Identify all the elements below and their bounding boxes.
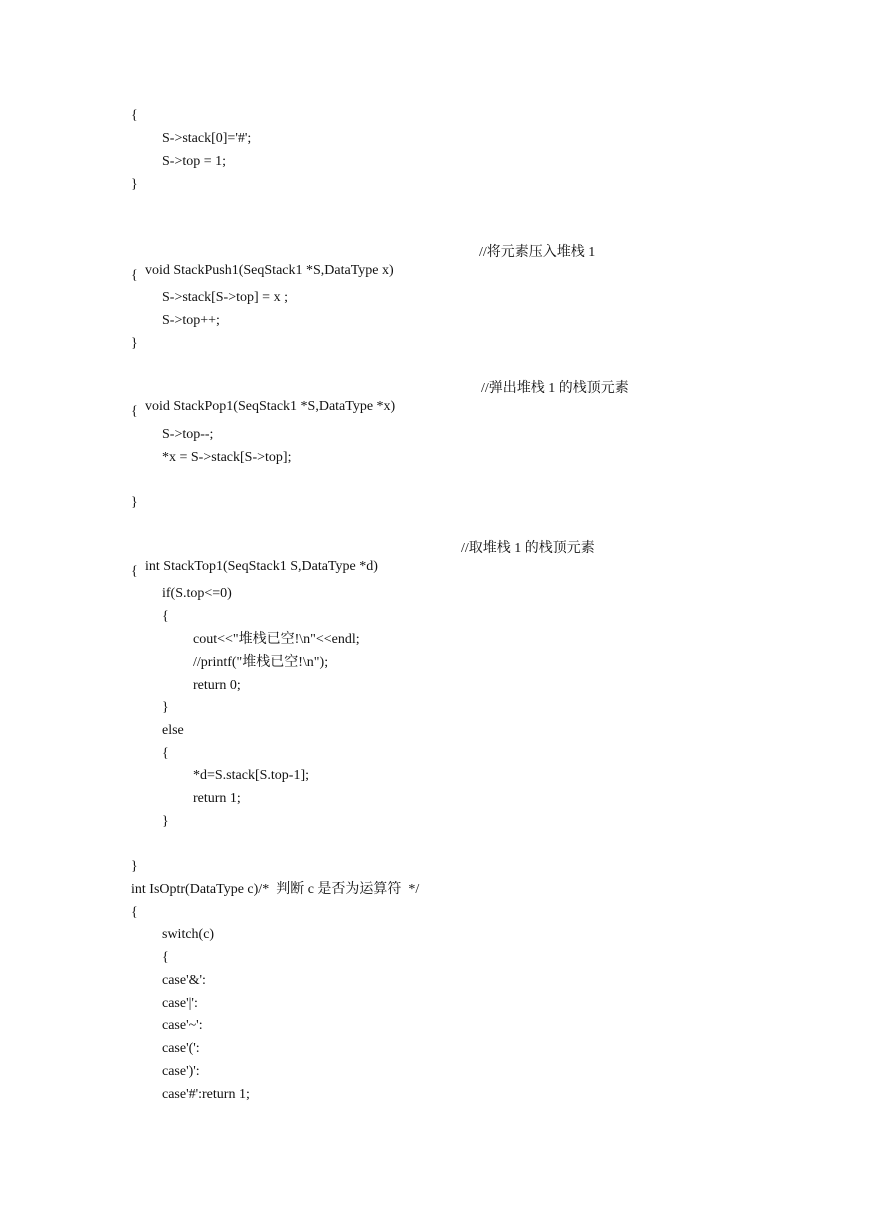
- code-comment: //将元素压入堆栈 1: [479, 245, 596, 260]
- code-line: //printf("堆栈已空!\n");: [193, 655, 329, 670]
- code-line: if(S.top<=0): [162, 586, 232, 601]
- function-signature-stacktop1: int StackTop1(SeqStack1 S,DataType *d) //取堆栈 1 的栈顶元素: [145, 541, 595, 574]
- code-line: case'(':: [162, 1041, 200, 1056]
- code-comment: //取堆栈 1 的栈顶元素: [461, 541, 595, 556]
- code-line: case')':: [162, 1064, 200, 1079]
- code-line: *x = S->stack[S->top];: [162, 450, 292, 465]
- code-line: {: [162, 950, 169, 965]
- code-line: }: [162, 700, 169, 715]
- code-line: {: [162, 609, 169, 624]
- code-line: }: [131, 495, 138, 510]
- code-line: S->top--;: [162, 427, 214, 442]
- code-line: case'&':: [162, 973, 206, 988]
- code-line: }: [162, 814, 169, 829]
- code-line: {: [131, 108, 138, 123]
- code-line: {: [131, 564, 138, 579]
- code-line: case'~':: [162, 1018, 203, 1033]
- code-line: S->top++;: [162, 313, 220, 328]
- code-line: else: [162, 723, 184, 738]
- function-signature-stackpop1: void StackPop1(SeqStack1 *S,DataType *x) //弹出堆栈 1 的栈顶元素: [145, 381, 629, 414]
- function-signature-isoptr: int IsOptr(DataType c)/* 判断 c 是否为运算符 */: [131, 882, 420, 897]
- code-line: case'|':: [162, 996, 198, 1011]
- code-line: cout<<"堆栈已空!\n"<<endl;: [193, 632, 360, 647]
- code-line: return 0;: [193, 678, 241, 693]
- code-line: switch(c): [162, 927, 215, 942]
- code-line: }: [131, 336, 138, 351]
- code-comment: //弹出堆栈 1 的栈顶元素: [481, 381, 629, 396]
- function-signature-stackpush1: void StackPush1(SeqStack1 *S,DataType x) //将元素压入堆栈 1: [145, 245, 596, 278]
- code-line: S->stack[0]='#';: [162, 131, 252, 146]
- code-line: }: [131, 859, 138, 874]
- code-line: }: [131, 177, 138, 192]
- code-line: {: [131, 905, 138, 920]
- code-line: {: [131, 404, 138, 419]
- code-line: {: [131, 268, 138, 283]
- code-line: {: [162, 746, 169, 761]
- code-line: case'#':return 1;: [162, 1087, 250, 1102]
- code-line: S->top = 1;: [162, 154, 227, 169]
- code-line: S->stack[S->top] = x ;: [162, 290, 288, 305]
- code-line: *d=S.stack[S.top-1];: [193, 768, 309, 783]
- code-line: return 1;: [193, 791, 241, 806]
